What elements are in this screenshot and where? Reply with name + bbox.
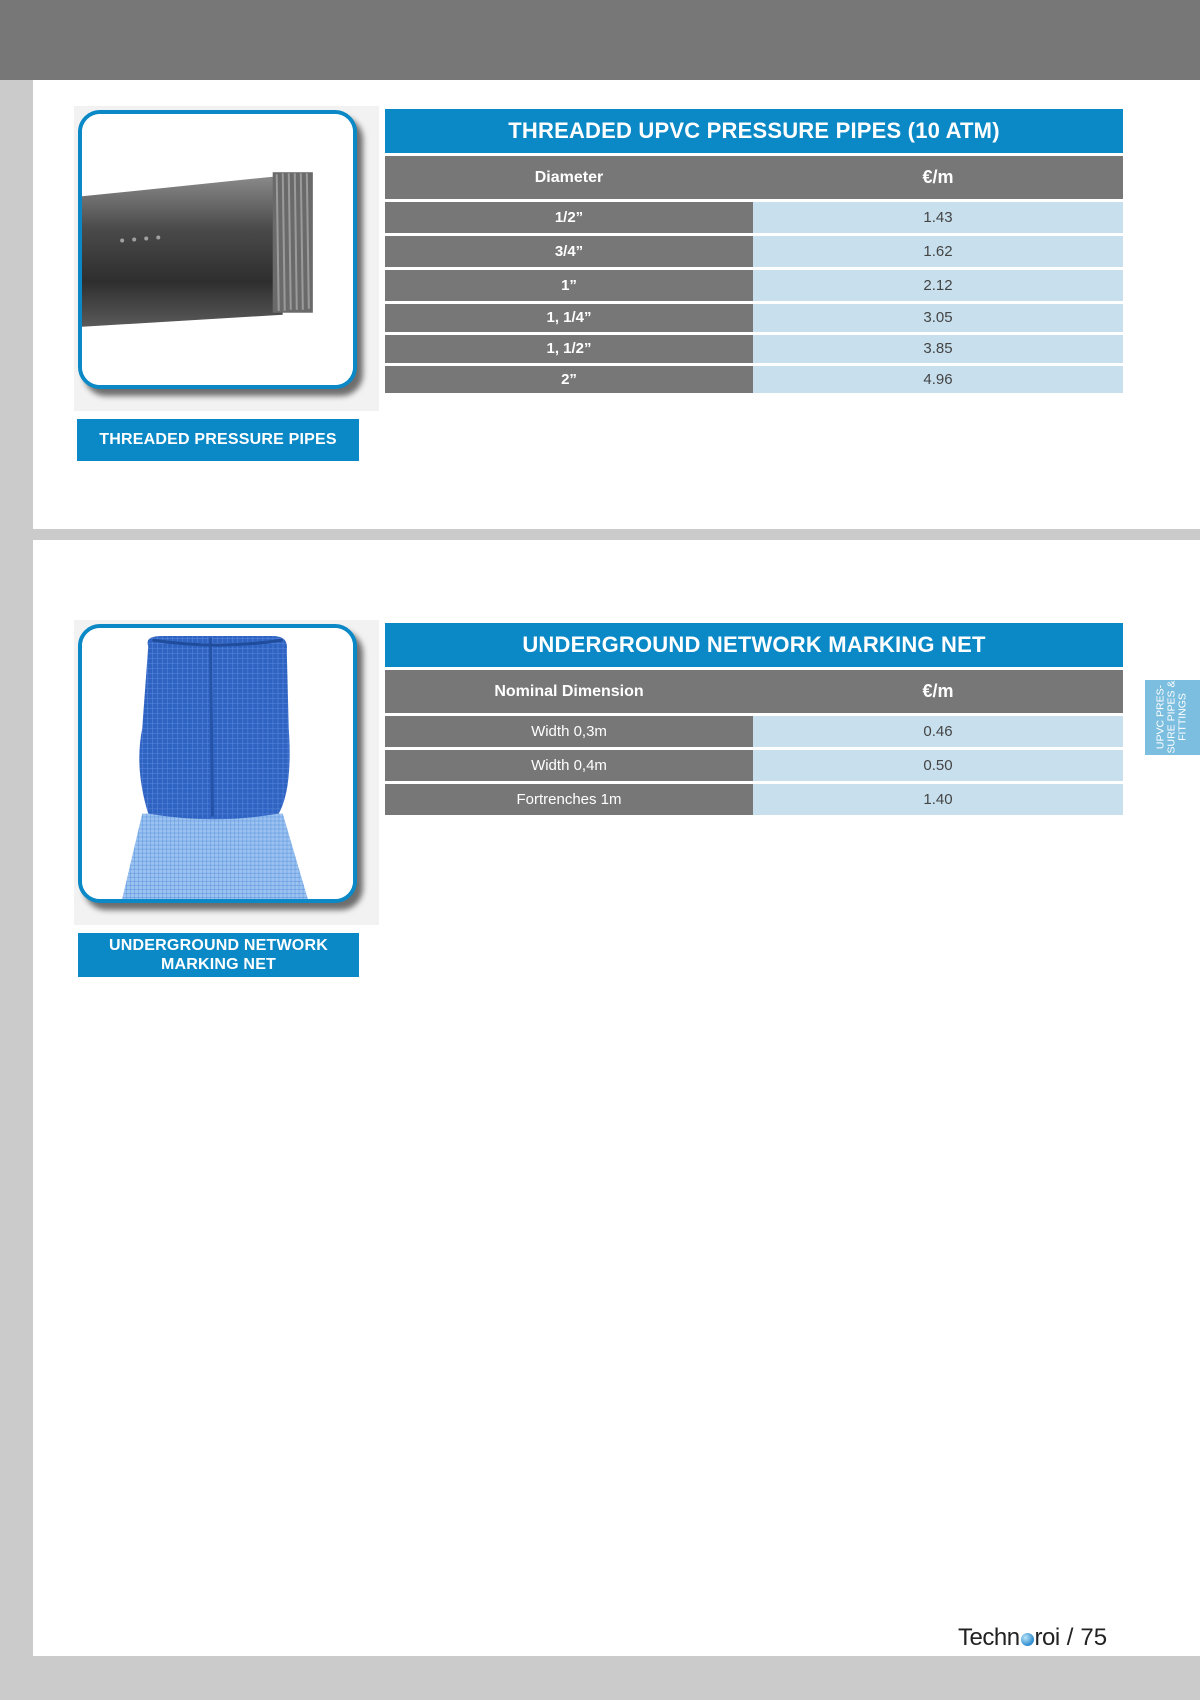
- dimension-cell: Width 0,4m: [385, 750, 753, 781]
- diameter-cell: 3/4”: [385, 236, 753, 267]
- brand-logo: Techn roi: [958, 1624, 1060, 1651]
- dimension-cell: Fortrenches 1m: [385, 784, 753, 815]
- price-cell: 1.62: [753, 236, 1123, 267]
- price-cell: 1.40: [753, 784, 1123, 815]
- price-column-header: €/m: [922, 167, 954, 187]
- page-number: 75: [1080, 1624, 1108, 1651]
- table-row: [385, 366, 1123, 393]
- left-margin-bar: [0, 80, 33, 1700]
- table-row: [385, 304, 1123, 332]
- marking-net-price-table: [385, 623, 1123, 815]
- diameter-cell: 1, 1/2”: [385, 335, 753, 363]
- table-header-row: [385, 156, 1123, 199]
- threaded-pipes-price-table: [385, 109, 1123, 393]
- section-divider: [33, 529, 1200, 540]
- threaded-pipe-image: [78, 110, 357, 389]
- table-row: [385, 784, 1123, 815]
- bottom-footer-bar: [0, 1656, 1200, 1700]
- price-cell: 0.50: [753, 750, 1123, 781]
- price-cell: 4.96: [753, 366, 1123, 393]
- table-header-row: [385, 670, 1123, 713]
- table-row: [385, 202, 1123, 233]
- marking-net-caption: [78, 933, 359, 977]
- table-row: [385, 236, 1123, 267]
- price-column-header: €/m: [922, 681, 954, 701]
- table-row: [385, 716, 1123, 747]
- price-cell: 2.12: [753, 270, 1123, 301]
- marking-net-caption-line2: MARKING NET: [160, 956, 277, 973]
- table-title: THREADED UPVC PRESSURE PIPES (10 ATM): [385, 109, 1123, 153]
- price-cell: 1.43: [753, 202, 1123, 233]
- table-title: UNDERGROUND NETWORK MARKING NET: [385, 623, 1123, 667]
- price-cell: 3.05: [753, 304, 1123, 332]
- table-row: [385, 270, 1123, 301]
- chapter-side-tab-label: UPVC PRES- SURE PIPES & FITTINGS: [1154, 680, 1189, 754]
- chapter-side-tab[interactable]: [1145, 680, 1200, 755]
- threaded-pipes-caption: THREADED PRESSURE PIPES: [77, 419, 359, 461]
- diameter-cell: 1/2”: [385, 202, 753, 233]
- price-cell: 3.85: [753, 335, 1123, 363]
- marking-net-image: [78, 624, 357, 903]
- top-header-bar: [0, 0, 1200, 80]
- marking-net-caption-line1: UNDERGROUND NETWORK: [109, 937, 328, 954]
- table-row: [385, 750, 1123, 781]
- diameter-cell: 1”: [385, 270, 753, 301]
- dimension-cell: Width 0,3m: [385, 716, 753, 747]
- marking-net-photo-frame: [74, 620, 379, 925]
- price-cell: 0.46: [753, 716, 1123, 747]
- globe-icon: [1021, 1633, 1034, 1646]
- footer-separator: /: [1066, 1624, 1074, 1651]
- threaded-pipe-photo-frame: [74, 106, 379, 411]
- page-footer: [958, 1624, 1107, 1654]
- diameter-cell: 1, 1/4”: [385, 304, 753, 332]
- diameter-column-header: Diameter: [534, 169, 604, 186]
- table-row: [385, 335, 1123, 363]
- diameter-cell: 2”: [385, 366, 753, 393]
- dimension-column-header: Nominal Dimension: [494, 683, 644, 700]
